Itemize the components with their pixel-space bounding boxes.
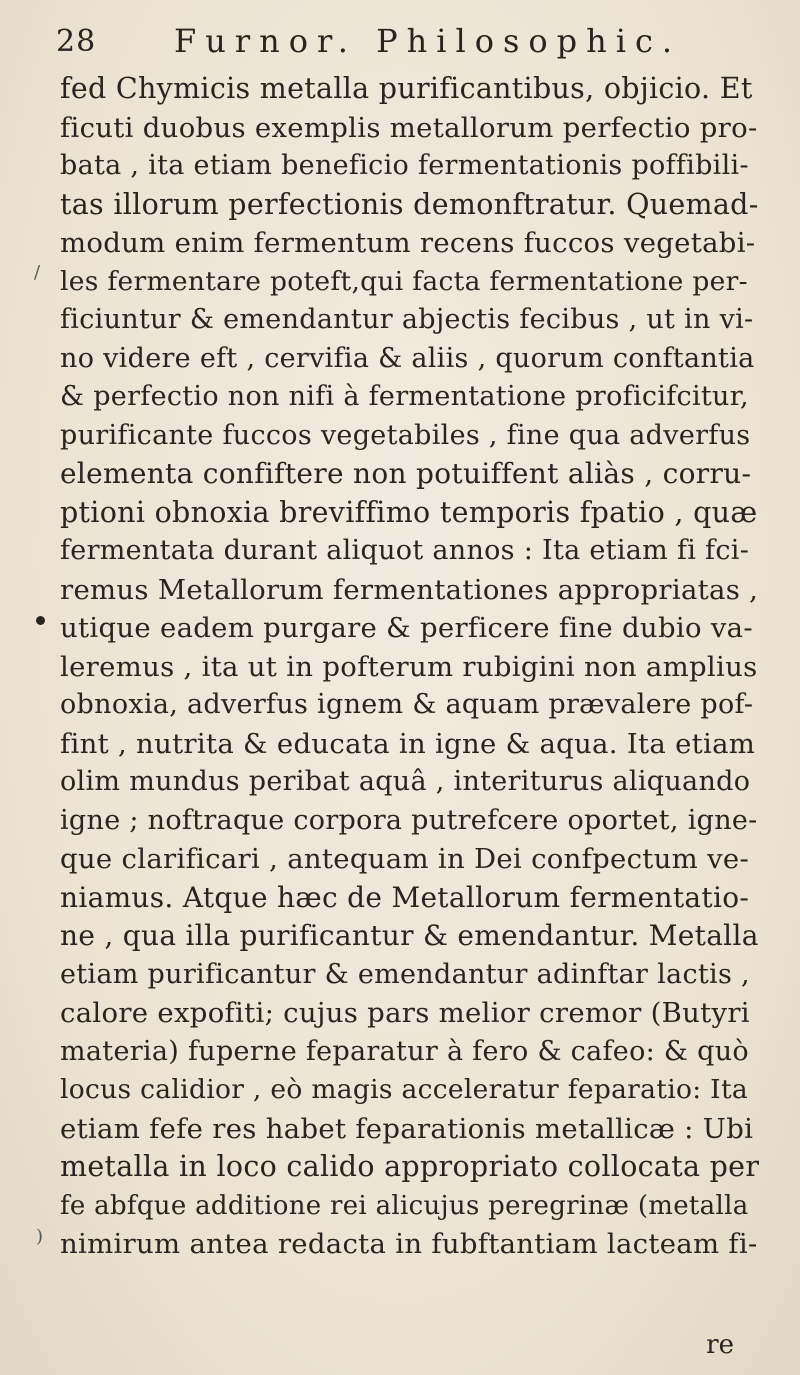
text-line: les fermentare poteft,qui facta fermentatione per-: [60, 265, 748, 297]
text-line: leremus , ita ut in pofterum rubigini non amplius: [60, 650, 758, 683]
text-line: etiam purificantur & emendantur adinftar lactis ,: [60, 958, 750, 990]
text-line: olim mundus peribat aquâ , interiturus aliquando: [60, 766, 751, 797]
page-header: [56, 22, 756, 62]
text-line: ptioni obnoxia breviffimo temporis fpatio , quæ: [60, 495, 758, 529]
text-line: tas illorum perfectionis demonftratur. Quemad-: [60, 187, 759, 221]
text-line: fe abfque additione rei alicujus peregrinæ (metalla: [60, 1190, 749, 1221]
running-head: Furnor. Philosophic.: [174, 22, 682, 60]
text-line: nimirum antea redacta in fubftantiam lacteam fi-: [60, 1228, 758, 1260]
text-line: purificante fuccos vegetabiles , fine qua adverfus: [60, 419, 751, 451]
text-line: locus calidior , eò magis acceleratur feparatio: Ita: [60, 1074, 748, 1105]
text-line: no videre eft , cervifia & aliis , quorum conftantia: [60, 342, 755, 374]
text-line: ne , qua illa purificantur & emendantur. Metalla: [60, 919, 759, 952]
text-line: niamus. Atque hæc de Metallorum fermentatio-: [60, 880, 750, 914]
text-line: fint , nutrita & educata in igne & aqua. Ita etiam: [60, 727, 756, 760]
catchword: re: [706, 1330, 734, 1360]
text-line: ficiuntur & emendantur abjectis fecibus , ut in vi-: [60, 304, 754, 335]
text-line: metalla in loco calido appropriato collocata per: [60, 1150, 760, 1183]
margin-tick: /: [34, 262, 41, 283]
text-line: calore expofiti; cujus pars melior cremor (Butyri: [60, 997, 750, 1029]
body-text: [60, 70, 760, 1264]
text-line: obnoxia, adverfus ignem & aquam prævalere pof-: [60, 689, 754, 720]
text-line: utique eadem purgare & perficere fine dubio va-: [60, 612, 753, 644]
text-line: igne ; noftraque corpora putrefcere oportet, igne-: [60, 804, 758, 836]
text-line: materia) fuperne feparatur à fero & cafeo: & quò: [60, 1035, 749, 1067]
text-line: ficuti duobus exemplis metallorum perfectio pro-: [60, 111, 758, 144]
page-number: 28: [56, 24, 97, 59]
text-line: que clarificari , antequam in Dei confpectum ve-: [60, 843, 750, 875]
margin-dot: [36, 616, 45, 625]
text-line: bata , ita etiam beneficio fermentationis poffibili-: [60, 150, 749, 181]
text-line: elementa confiftere non potuiffent aliàs , corru-: [60, 457, 752, 490]
text-line: etiam fefe res habet feparationis metallicæ : Ubi: [60, 1112, 754, 1145]
text-line: remus Metallorum fermentationes appropriatas ,: [60, 573, 759, 606]
text-line: modum enim fermentum recens fuccos vegetabi-: [60, 227, 756, 259]
text-line: & perfectio non nifi à fermentatione proficifcitur,: [60, 381, 749, 412]
text-line: fermentata durant aliquot annos : Ita etiam fi fci-: [60, 535, 750, 566]
margin-tick: ): [36, 1226, 44, 1247]
text-line: fed Chymicis metalla purificantibus, objicio. Et: [60, 72, 753, 105]
